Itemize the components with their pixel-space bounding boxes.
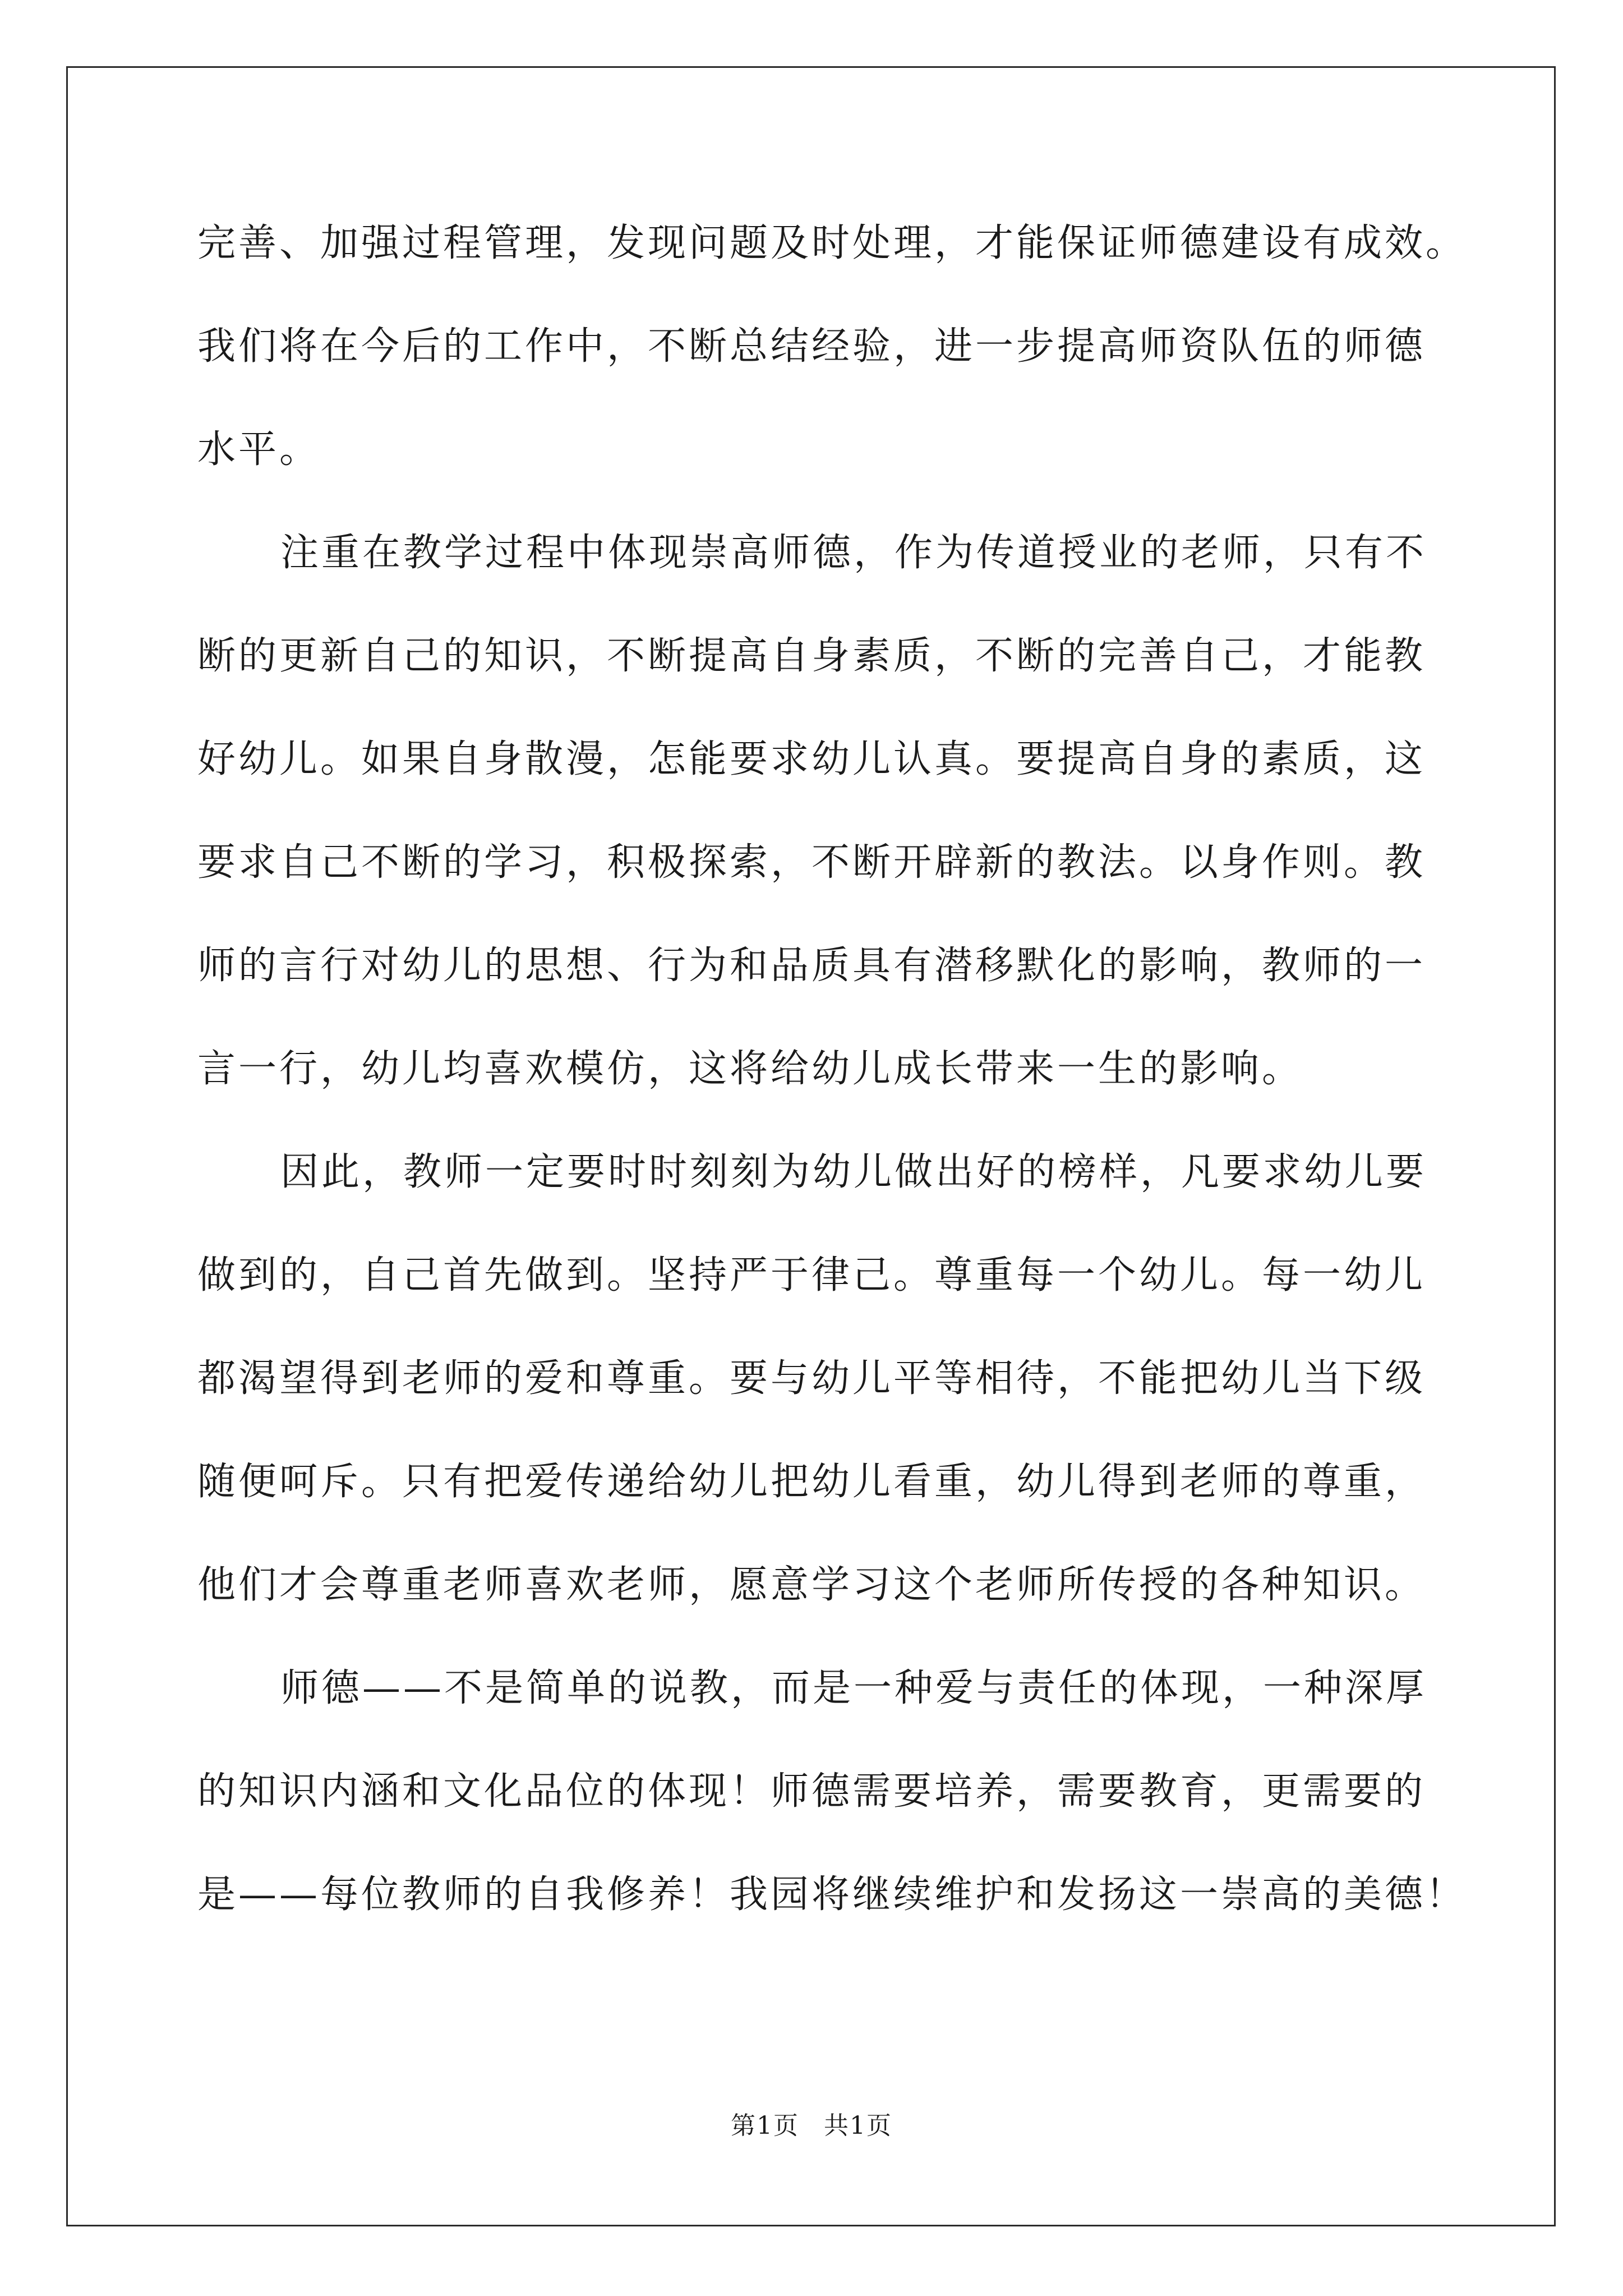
text-line: 他们才会尊重老师喜欢老师，愿意学习这个老师所传授的各种知识。 [197, 1563, 1426, 1607]
page-footer [0, 2109, 1623, 2143]
text-line: 都渴望得到老师的爱和尊重。要与幼儿平等相待，不能把幼儿当下级 [197, 1356, 1426, 1401]
text-line: 水平。 [197, 427, 321, 472]
text-line: 的知识内涵和文化品位的体现！师德需要培养，需要教育，更需要的 [197, 1769, 1426, 1814]
text-line: 断的更新自己的知识，不断提高自身素质，不断的完善自己，才能教 [197, 634, 1426, 678]
page-number-total: 共1页 [824, 2111, 892, 2140]
paragraph-first-line: 因此，教师一定要时时刻刻为幼儿做出好的榜样，凡要求幼儿要 [280, 1150, 1427, 1194]
text-line: 言一行，幼儿均喜欢模仿，这将给幼儿成长带来一生的影响。 [197, 1047, 1303, 1091]
text-line: 做到的，自己首先做到。坚持严于律己。尊重每一个幼儿。每一幼儿 [197, 1253, 1426, 1297]
text-line: 完善、加强过程管理，发现问题及时处理，才能保证师德建设有成效。 [197, 221, 1467, 265]
text-line: 随便呵斥。只有把爱传递给幼儿把幼儿看重，幼儿得到老师的尊重， [197, 1460, 1426, 1504]
paragraph-first-line: 注重在教学过程中体现崇高师德，作为传道授业的老师，只有不 [280, 531, 1427, 575]
paragraph-first-line: 师德——不是简单的说教，而是一种爱与责任的体现，一种深厚 [280, 1666, 1427, 1710]
text-line: 师的言行对幼儿的思想、行为和品质具有潜移默化的影响，教师的一 [197, 944, 1426, 988]
text-line: 我们将在今后的工作中，不断总结经验，进一步提高师资队伍的师德 [197, 324, 1426, 369]
page-number-current: 第1页 [731, 2111, 799, 2140]
text-line: 要求自己不断的学习，积极探索，不断开辟新的教法。以身作则。教 [197, 840, 1426, 885]
document-body [197, 210, 1467, 1964]
text-line: 是——每位教师的自我修养！我园将继续维护和发扬这一崇高的美德！ [197, 1872, 1467, 1917]
text-line: 好幼儿。如果自身散漫，怎能要求幼儿认真。要提高自身的素质，这 [197, 737, 1426, 781]
